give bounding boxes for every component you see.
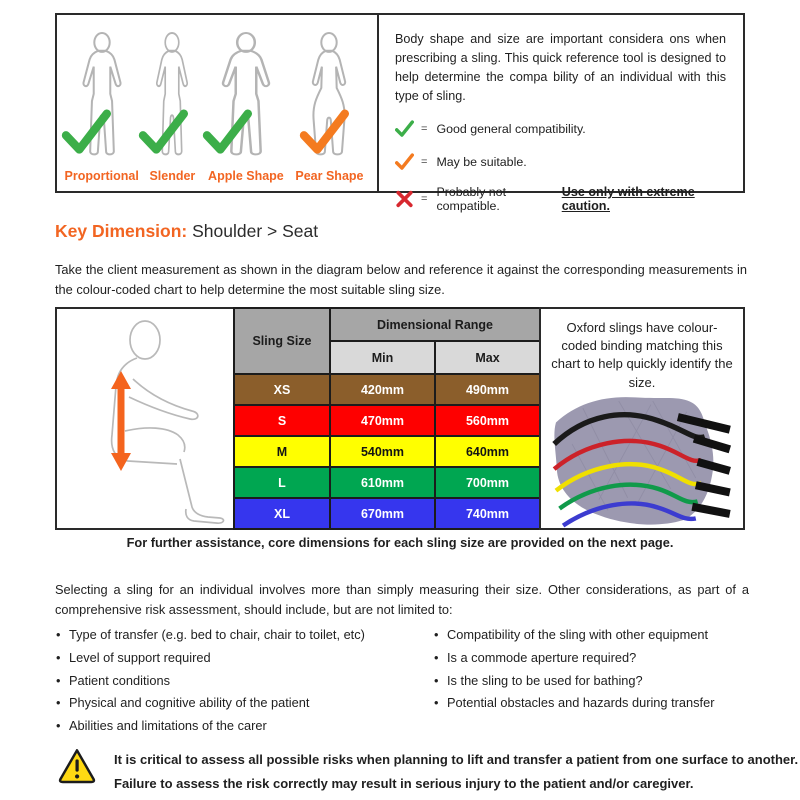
size-cell: XL (234, 498, 330, 529)
legend-row (395, 120, 726, 138)
risk-warning (57, 747, 798, 796)
size-table-body (234, 374, 540, 529)
legend-row (395, 185, 726, 213)
legend-text: Probably not compatible. (436, 185, 507, 214)
legend-list (395, 120, 726, 213)
warning-text (114, 747, 798, 796)
check-icon (299, 109, 349, 155)
figure-label: Slender (149, 169, 196, 183)
legend-row (395, 153, 726, 171)
size-cell: L (234, 467, 330, 498)
min-cell: 470mm (330, 405, 435, 436)
considerations-list-right (433, 626, 749, 740)
measurement-section (55, 307, 745, 530)
min-cell: 420mm (330, 374, 435, 405)
compatibility-box (55, 13, 745, 214)
size-cell: XS (234, 374, 330, 405)
size-row (234, 374, 540, 405)
min-cell: 540mm (330, 436, 435, 467)
size-row (234, 467, 540, 498)
equals-sign: = (421, 193, 428, 206)
seated-figure-icon (57, 309, 233, 528)
compatibility-legend-panel (379, 15, 743, 214)
check-icon (61, 109, 111, 155)
max-cell: 490mm (435, 374, 540, 405)
considerations-lists (55, 626, 749, 740)
max-cell: 700mm (435, 467, 540, 498)
check-icon (395, 153, 414, 171)
size-table-header (234, 308, 540, 374)
size-row (234, 436, 540, 467)
binding-note: Oxford slings have colour-coded binding matching this chart to help quickly identify the size. (551, 320, 733, 390)
table-caption: For further assistance, core dimensions for each sling size are provided on the next page. (126, 535, 674, 550)
size-cell: M (234, 436, 330, 467)
figure-apple-shape (206, 30, 286, 183)
figure-slender (142, 30, 202, 183)
warning-line-1: It is critical to assess all possible risks when planning to lift and transfer a patient from one surface to another. (114, 752, 799, 767)
list-item: • Compatibility of the sling with other equipment (433, 626, 749, 643)
check-icon (138, 109, 188, 155)
equals-sign: = (421, 123, 428, 136)
cross-icon (395, 190, 414, 208)
size-cell: S (234, 405, 330, 436)
col-header-sling-size: Sling Size (234, 308, 330, 374)
size-row (234, 405, 540, 436)
key-dimension-value: Shoulder > Seat (192, 221, 319, 241)
min-cell: 610mm (330, 467, 435, 498)
list-item: • Patient conditions (55, 672, 433, 689)
legend-text: Good general compatibility. (436, 122, 586, 137)
min-cell: 670mm (330, 498, 435, 529)
max-cell: 740mm (435, 498, 540, 529)
sling-photo (543, 392, 741, 528)
list-item: • Abilities and limitations of the carer (55, 717, 433, 734)
col-header-min: Min (330, 341, 435, 374)
size-row (234, 498, 540, 529)
warning-triangle-icon (57, 747, 97, 785)
list-item: • Is a commode aperture required? (433, 649, 749, 666)
list-item: • Is the sling to be used for bathing? (433, 672, 749, 689)
col-header-dimensional-range: Dimensional Range (330, 308, 540, 341)
check-icon (202, 109, 252, 155)
figure-label: Apple Shape (208, 169, 284, 183)
body-shape-figures (57, 15, 379, 191)
warning-line-2: Failure to assess the risk correctly may result in serious injury to the patient and/or caregiver. (114, 776, 694, 792)
measurement-diagram (55, 307, 235, 530)
figure-label: Proportional (64, 169, 139, 183)
list-item: • Level of support required (55, 649, 433, 666)
binding-panel (539, 307, 745, 530)
size-table (233, 307, 541, 530)
check-icon (395, 120, 414, 138)
considerations-intro: Selecting a sling for an individual involves more than simply measuring their size. Other considerations, as part of a comprehensive risk assessment, should include, but are not limited to: (55, 582, 749, 617)
list-item: • Physical and cognitive ability of the patient (55, 694, 433, 711)
figure-pear-shape (289, 30, 369, 183)
key-dimension-label: Key Dimension: (55, 221, 188, 241)
legend-emphasis: Use only with extreme caution. (561, 185, 695, 214)
measurement-instruction: Take the client measurement as shown in the diagram below and reference it against the corresponding measurements in the colour-coded chart to help determine the most suitable sling size. (55, 262, 747, 297)
considerations-list-left (55, 626, 433, 740)
max-cell: 640mm (435, 436, 540, 467)
legend-text: May be suitable. (436, 154, 527, 169)
key-dimension-heading (55, 221, 318, 242)
figure-label: Pear Shape (295, 169, 364, 183)
compatibility-intro: Body shape and size are important considera ons when prescribing a sling. This quick reference tool is designed to help determine the compa bility of an individual with this type of sling. (395, 32, 726, 103)
figure-proportional (65, 30, 139, 183)
equals-sign: = (421, 155, 428, 168)
col-header-max: Max (435, 341, 540, 374)
measurement-arrow-icon (111, 371, 131, 471)
list-item: • Potential obstacles and hazards during transfer (433, 694, 749, 711)
list-item: • Type of transfer (e.g. bed to chair, chair to toilet, etc) (55, 626, 433, 643)
max-cell: 560mm (435, 405, 540, 436)
